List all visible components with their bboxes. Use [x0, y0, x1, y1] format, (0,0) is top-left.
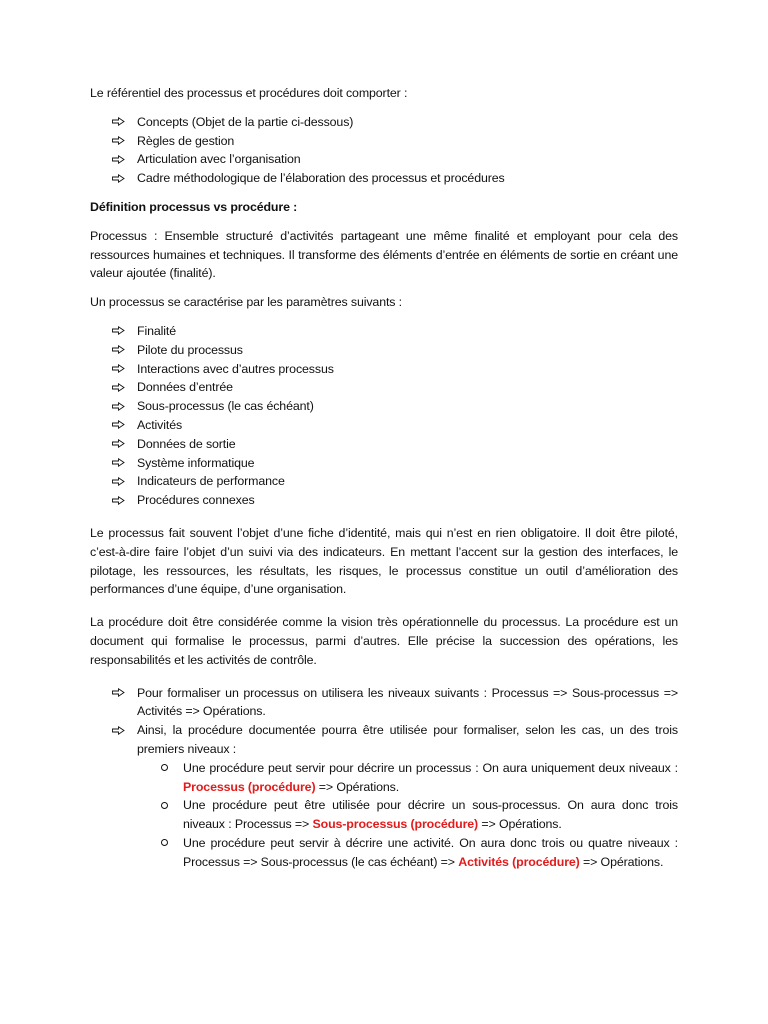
parametres-intro: Un processus se caractérise par les paramètres suivants :: [90, 295, 403, 310]
list-item: Activités: [90, 416, 678, 435]
right-arrow-outline-icon: [112, 491, 126, 509]
list-item: Une procédure peut être utilisée pour décrire un sous-processus. On aura donc trois niveaux : Processus => Sous-processus (procédure) => Opérations.: [90, 796, 678, 834]
right-arrow-outline-icon: [112, 113, 126, 131]
right-arrow-outline-icon: [112, 169, 126, 187]
right-arrow-outline-icon: [112, 721, 126, 739]
list-item: Système informatique: [90, 454, 678, 473]
procedure-paragraph: La procédure doit être considérée comme la vision très opérationnelle du processus. La procédure est un document qui formalise le processus, parmi d’autres. Elle précise la succession des opérations, les responsabilités et les activités de contrôle.: [90, 615, 678, 667]
right-arrow-outline-icon: [112, 341, 126, 359]
right-arrow-outline-icon: [112, 397, 126, 415]
processus-definition: Processus : Ensemble structuré d’activités partageant une même finalité et employant pour cela des ressources humaines et techniques. Il transforme des éléments d’entrée en éléments de sortie en créant une valeur ajoutée (finalité).: [90, 228, 678, 281]
hollow-circle-icon: [159, 796, 169, 814]
right-arrow-outline-icon: [112, 322, 126, 340]
list-item: Règles de gestion: [90, 132, 678, 151]
right-arrow-outline-icon: [112, 454, 126, 472]
list-item: Une procédure peut servir à décrire une activité. On aura donc trois ou quatre niveaux : Processus => Sous-processus (le cas échéant) => Activités (procédure) => Opérations.: [90, 834, 678, 872]
list-item: Articulation avec l’organisation: [90, 150, 678, 169]
list-item: Sous-processus (le cas échéant): [90, 397, 678, 416]
list-item: Une procédure peut servir pour décrire un processus : On aura uniquement deux niveaux : Processus (procédure) => Opérations.: [90, 759, 678, 797]
intro-text: Le référentiel des processus et procédures doit comporter :: [90, 86, 408, 100]
list-item: Cadre méthodologique de l’élaboration des processus et procédures: [90, 169, 678, 188]
referentiel-list: [90, 113, 678, 188]
list-item: Interactions avec d’autres processus: [90, 360, 678, 379]
procedure-levels-list: [90, 759, 678, 872]
list-item: Indicateurs de performance: [90, 472, 678, 491]
list-item: Concepts (Objet de la partie ci-dessous): [90, 113, 678, 132]
document-body: [90, 84, 678, 871]
parametres-list: [90, 322, 678, 510]
definition-heading: Définition processus vs procédure :: [90, 199, 298, 214]
right-arrow-outline-icon: [112, 472, 126, 490]
highlight-text: Activités (procédure): [458, 854, 580, 869]
highlight-text: Processus (procédure): [183, 779, 316, 794]
list-item: Ainsi, la procédure documentée pourra être utilisée pour formaliser, selon les cas, un des trois premiers niveaux :: [90, 721, 678, 759]
list-item: Données d’entrée: [90, 378, 678, 397]
list-item: Pilote du processus: [90, 341, 678, 360]
list-item: Données de sortie: [90, 435, 678, 454]
right-arrow-outline-icon: [112, 416, 126, 434]
hollow-circle-icon: [159, 759, 169, 777]
list-item: Procédures connexes: [90, 491, 678, 510]
right-arrow-outline-icon: [112, 684, 126, 702]
right-arrow-outline-icon: [112, 435, 126, 453]
niveaux-list: [90, 684, 678, 759]
right-arrow-outline-icon: [112, 378, 126, 396]
right-arrow-outline-icon: [112, 132, 126, 150]
hollow-circle-icon: [159, 834, 169, 852]
right-arrow-outline-icon: [112, 360, 126, 378]
highlight-text: Sous-processus (procédure): [312, 817, 479, 832]
list-item: Pour formaliser un processus on utilisera les niveaux suivants : Processus => Sous-processus => Activités => Opérations.: [90, 684, 678, 722]
right-arrow-outline-icon: [112, 150, 126, 168]
fiche-paragraph: Le processus fait souvent l’objet d’une fiche d’identité, mais qui n’est en rien obligatoire. Il doit être piloté, c’est-à-dire faire l’objet d’un suivi via des indicateurs. En mettant l’accent sur la gestion des interfaces, le pilotage, les ressources, les résultats, les risques, le processus constitue un outil d’amélioration des performances d’une équipe, d’une organisation.: [90, 525, 678, 597]
list-item: Finalité: [90, 322, 678, 341]
